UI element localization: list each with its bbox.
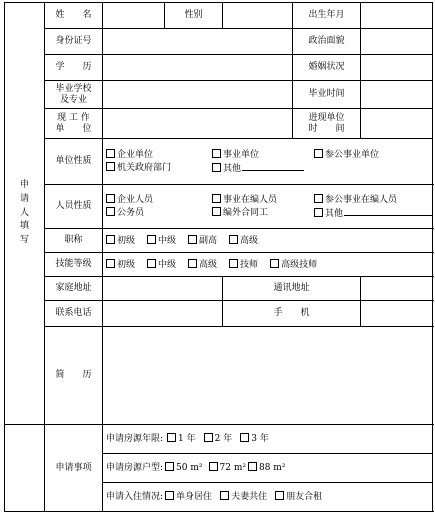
mobile-field[interactable]	[361, 301, 433, 327]
checkbox-icon	[212, 149, 221, 158]
mailing-address-label: 通讯地址	[223, 277, 361, 301]
person-option-institution-staff[interactable]: 事业在编人员	[212, 194, 310, 205]
professional-title-label: 职称	[45, 229, 103, 253]
current-employer-label-line1: 现 工 作	[57, 112, 90, 123]
person-option-civil-servant[interactable]: 公务员	[106, 207, 208, 219]
type-option-88[interactable]: 88 m²	[248, 462, 285, 473]
checkbox-icon	[106, 259, 115, 268]
name-field[interactable]	[103, 3, 165, 29]
resume-label: 简 历	[45, 327, 103, 425]
type-label: 申请房源户型:	[106, 462, 164, 473]
join-date-field[interactable]	[361, 109, 433, 139]
residence-option-couple[interactable]: 夫妻共住	[220, 491, 267, 502]
checkbox-icon	[147, 235, 156, 244]
checkbox-icon	[240, 433, 249, 442]
education-label: 学 历	[45, 55, 103, 81]
checkbox-icon	[270, 259, 279, 268]
join-date-label-line2: 时 间	[308, 123, 345, 134]
checkbox-icon	[106, 235, 115, 244]
checkbox-icon	[212, 163, 221, 172]
years-option-2[interactable]: 2 年	[204, 433, 233, 444]
checkbox-icon	[314, 194, 323, 203]
birth-label: 出生年月	[293, 3, 361, 29]
graduation-time-label: 毕业时间	[293, 81, 361, 109]
checkbox-icon	[248, 462, 257, 471]
id-number-field[interactable]	[103, 29, 293, 55]
title-option-intermediate[interactable]: 中级	[147, 235, 176, 246]
other-underline	[344, 207, 433, 216]
birth-field[interactable]	[361, 3, 433, 29]
applicant-section-label	[5, 3, 45, 425]
residence-option-single[interactable]: 单身居住	[165, 491, 212, 502]
id-number-label: 身份证号	[45, 29, 103, 55]
section-char: 人	[19, 207, 29, 218]
gender-field[interactable]	[223, 3, 293, 29]
current-employer-label-line2: 单 位	[55, 123, 92, 134]
checkbox-icon	[204, 433, 213, 442]
other-underline	[242, 162, 304, 171]
unit-option-civil-service-institution[interactable]: 参公事业单位	[314, 149, 429, 160]
school-major-label	[45, 81, 103, 109]
years-label: 申请房源年限:	[106, 433, 164, 444]
residence-label: 申请入住情况:	[106, 491, 164, 502]
name-label: 姓 名	[45, 3, 103, 29]
type-option-72[interactable]: 72 m²	[209, 462, 246, 473]
current-employer-field[interactable]	[103, 109, 293, 139]
unit-option-public-institution[interactable]: 事业单位	[212, 149, 310, 160]
application-form-table	[4, 2, 433, 512]
checkbox-icon	[147, 259, 156, 268]
application-residence-row	[103, 482, 432, 511]
unit-option-other[interactable]: 其他	[212, 162, 310, 174]
checkbox-icon	[106, 207, 115, 216]
person-option-other[interactable]: 其他	[314, 207, 433, 219]
application-items-label: 申请事项	[45, 425, 103, 512]
residence-option-shared[interactable]: 朋友合租	[275, 491, 322, 502]
title-option-associate-senior[interactable]: 副高	[188, 235, 217, 246]
unit-option-enterprise[interactable]: 企业单位	[106, 149, 208, 160]
section-char: 填	[19, 221, 29, 232]
skill-option-technician[interactable]: 技师	[229, 259, 258, 270]
section-char: 申	[19, 179, 29, 190]
unit-nature-label: 单位性质	[45, 139, 103, 185]
person-option-civil-institution-staff[interactable]: 参公事业在编人员	[314, 194, 433, 205]
checkbox-icon	[229, 259, 238, 268]
checkbox-icon	[106, 149, 115, 158]
political-status-field[interactable]	[361, 29, 433, 55]
skill-option-senior-technician[interactable]: 高级技师	[270, 259, 317, 270]
phone-field[interactable]	[103, 301, 223, 327]
mobile-label: 手 机	[223, 301, 361, 327]
title-option-junior[interactable]: 初级	[106, 235, 135, 246]
application-years-row	[103, 425, 432, 453]
checkbox-icon	[314, 149, 323, 158]
person-nature-options	[103, 185, 433, 229]
home-address-label: 家庭地址	[45, 277, 103, 301]
school-major-label-line2: 及专业	[59, 94, 87, 105]
marital-status-field[interactable]	[361, 55, 433, 81]
section-label-blank	[5, 425, 45, 512]
section-char: 请	[19, 193, 29, 204]
type-option-50[interactable]: 50 m²	[165, 462, 202, 473]
unit-option-government[interactable]: 机关政府部门	[106, 162, 208, 174]
skill-option-junior[interactable]: 初级	[106, 259, 135, 270]
unit-nature-options	[103, 139, 433, 185]
home-address-field[interactable]	[103, 277, 223, 301]
checkbox-icon	[106, 194, 115, 203]
graduation-time-field[interactable]	[361, 81, 433, 109]
join-date-label	[293, 109, 361, 139]
checkbox-icon	[167, 433, 176, 442]
person-nature-label: 人员性质	[45, 185, 103, 229]
checkbox-icon	[314, 208, 323, 217]
title-option-senior[interactable]: 高级	[229, 235, 258, 246]
application-type-row	[103, 453, 432, 482]
years-option-3[interactable]: 3 年	[240, 433, 269, 444]
skill-option-senior[interactable]: 高级	[188, 259, 217, 270]
professional-title-options	[103, 229, 433, 253]
checkbox-icon	[165, 462, 174, 471]
skill-option-intermediate[interactable]: 中级	[147, 259, 176, 270]
school-major-field[interactable]	[103, 81, 293, 109]
checkbox-icon	[106, 162, 115, 171]
skill-level-label: 技能等级	[45, 253, 103, 277]
person-option-enterprise-staff[interactable]: 企业人员	[106, 194, 208, 205]
current-employer-label	[45, 109, 103, 139]
application-items	[103, 425, 433, 512]
checkbox-icon	[188, 259, 197, 268]
phone-label: 联系电话	[45, 301, 103, 327]
political-status-label: 政治面貌	[293, 29, 361, 55]
checkbox-icon	[229, 235, 238, 244]
checkbox-icon	[188, 235, 197, 244]
gender-label: 性别	[165, 3, 223, 29]
mailing-address-field[interactable]	[361, 277, 433, 301]
checkbox-icon	[212, 207, 221, 216]
join-date-label-line1: 进现单位	[308, 112, 345, 123]
checkbox-icon	[209, 462, 218, 471]
resume-field[interactable]	[103, 327, 433, 425]
skill-level-options	[103, 253, 433, 277]
years-option-1[interactable]: 1 年	[167, 433, 196, 444]
school-major-label-line1: 毕业学校	[55, 83, 92, 94]
marital-status-label: 婚姻状况	[293, 55, 361, 81]
checkbox-icon	[212, 194, 221, 203]
person-option-contract-worker[interactable]: 编外合同工	[212, 207, 310, 219]
section-char: 写	[19, 235, 29, 246]
education-field[interactable]	[103, 55, 293, 81]
